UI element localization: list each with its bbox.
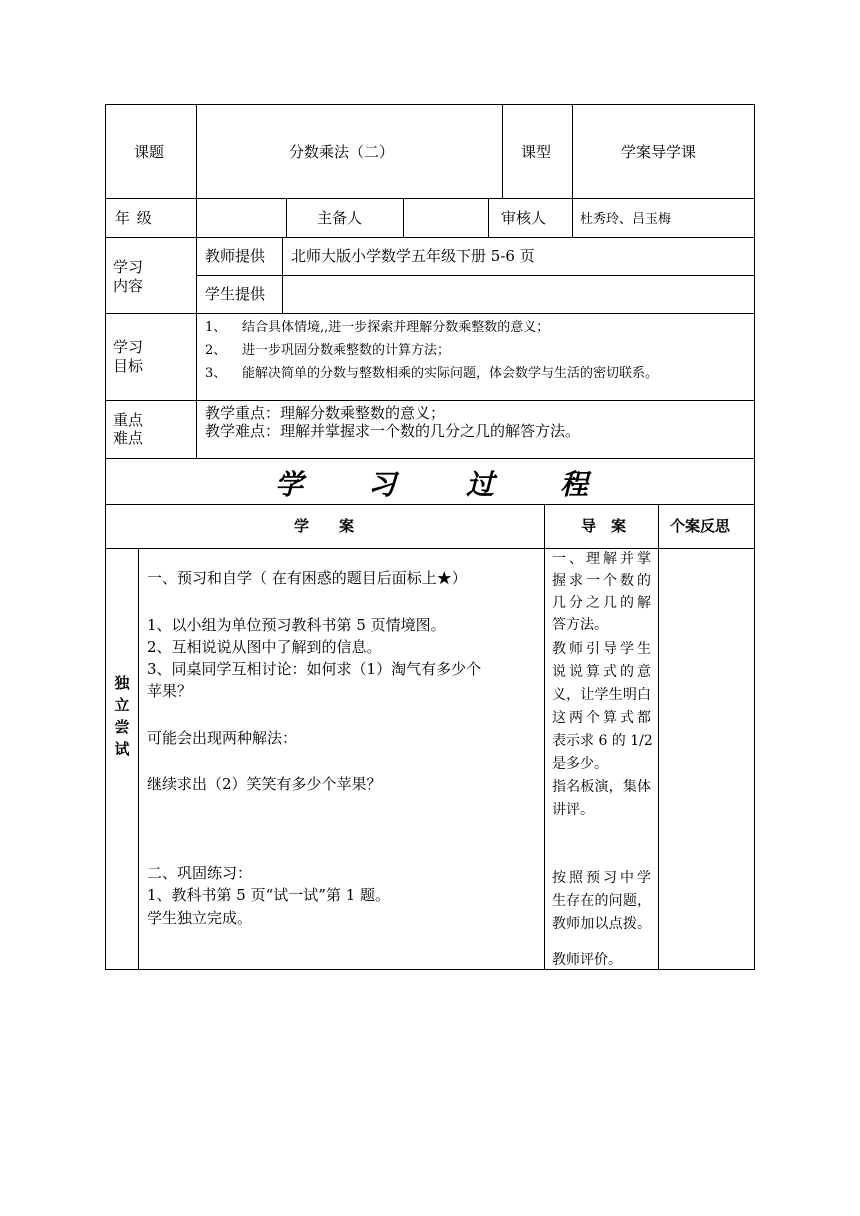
table-border	[196, 313, 197, 458]
goal-text: 结合具体情境,,进一步探索并理解分数乘整数的意义；	[242, 320, 550, 335]
goal-number: 2、	[205, 343, 227, 358]
guide-line: 义，让学生明白	[552, 687, 651, 703]
table-border	[754, 104, 755, 970]
table-border	[196, 198, 197, 237]
goals-label: 学习目标	[113, 338, 144, 375]
guide-line: 教师评价。	[552, 952, 622, 968]
guide-line: 说说算式的意	[552, 664, 651, 680]
guide-line: 这两个算式都	[552, 710, 651, 726]
topic-value: 分数乘法（二）	[289, 143, 395, 161]
table-border	[105, 104, 755, 105]
plan-line: 1、以小组为单位预习教科书第 5 页情境图。	[147, 616, 446, 634]
key-point: 教学重点：理解分数乘整数的意义；	[205, 404, 446, 422]
guide-line: 表示求 6 的 1/2	[552, 733, 653, 749]
goal-number: 3、	[205, 366, 227, 381]
table-border	[572, 104, 573, 198]
table-border	[105, 458, 755, 459]
guide-line: 按照预习中学	[552, 870, 651, 886]
plan-line: 可能会出现两种解法：	[147, 729, 298, 747]
goal-text: 进一步巩固分数乘整数的计算方法；	[242, 343, 451, 358]
content-label: 学习内容	[113, 258, 144, 295]
difficulty-point: 教学难点：理解并掌握求一个数的几分之几的解答方法。	[205, 422, 581, 440]
type-value: 学案导学课	[621, 143, 697, 161]
preparer-label: 主备人	[317, 209, 363, 227]
table-border	[403, 198, 404, 237]
reflection-column-header: 个案反思	[670, 517, 731, 535]
plan-line: 二、巩固练习：	[147, 864, 253, 882]
table-border	[544, 504, 545, 970]
focus-label: 重点难点	[113, 411, 144, 447]
guide-line: 答方法。	[552, 617, 608, 633]
table-border	[282, 237, 283, 313]
reviewer-value: 杜秀玲、吕玉梅	[580, 212, 672, 227]
guide-column-header: 导 案	[581, 517, 627, 535]
table-border	[502, 104, 503, 198]
guide-line: 教师引导学生	[552, 641, 651, 657]
goal-text: 能解决简单的分数与整数相乘的实际问题，体会数学与生活的密切联系。	[242, 366, 659, 381]
plan-line: 继续求出（2）笑笑有多少个苹果？	[147, 775, 382, 793]
table-border	[105, 313, 755, 314]
table-border	[286, 198, 287, 237]
process-title-char: 程	[560, 468, 589, 501]
table-border	[196, 104, 197, 198]
topic-label: 课题	[134, 143, 165, 161]
plan-line: 一、预习和自学（ 在有困惑的题目后面标上★）	[147, 569, 467, 587]
teacher-provided-value: 北师大版小学数学五年级下册 5-6 页	[291, 247, 535, 265]
goal-number: 1、	[205, 320, 227, 335]
table-border	[105, 104, 106, 970]
reviewer-label: 审核人	[501, 209, 547, 227]
table-border	[105, 400, 755, 401]
section-label: 独立尝试	[114, 674, 130, 758]
table-border	[105, 237, 755, 238]
type-label: 课型	[521, 143, 552, 161]
table-border	[105, 198, 755, 199]
table-border	[572, 198, 573, 237]
process-title-char: 过	[466, 468, 495, 501]
process-title-char: 习	[368, 468, 397, 501]
student-provided-label: 学生提供	[205, 285, 266, 303]
plan-line: 学生独立完成。	[147, 909, 253, 927]
plan-line: 2、互相说说从图中了解到的信息。	[147, 638, 382, 656]
guide-line: 握求一个数的	[552, 573, 651, 589]
process-title-char: 学	[275, 468, 304, 501]
plan-line: 1、教科书第 5 页“试一试”第 1 题。	[147, 886, 391, 904]
plan-line: 苹果？	[147, 682, 193, 700]
teacher-provided-label: 教师提供	[205, 247, 266, 265]
plan-column-header: 学 案	[294, 517, 355, 535]
guide-line: 讲评。	[552, 802, 594, 818]
guide-line: 是多少。	[552, 756, 608, 772]
guide-line: 教师加以点拨。	[552, 916, 651, 932]
plan-line: 3、同桌同学互相讨论：如何求（1）淘气有多少个	[147, 660, 482, 678]
guide-line: 一、理解并掌	[552, 551, 651, 567]
guide-line: 生存在的问题，	[552, 893, 651, 909]
table-border	[196, 237, 197, 313]
table-border	[196, 275, 755, 276]
table-border	[138, 548, 139, 970]
guide-line: 指名板演，集体	[552, 779, 651, 795]
guide-line: 几分之几的解	[552, 595, 651, 611]
table-border	[488, 198, 489, 237]
table-border	[658, 504, 659, 970]
grade-label: 年 级	[115, 209, 153, 227]
